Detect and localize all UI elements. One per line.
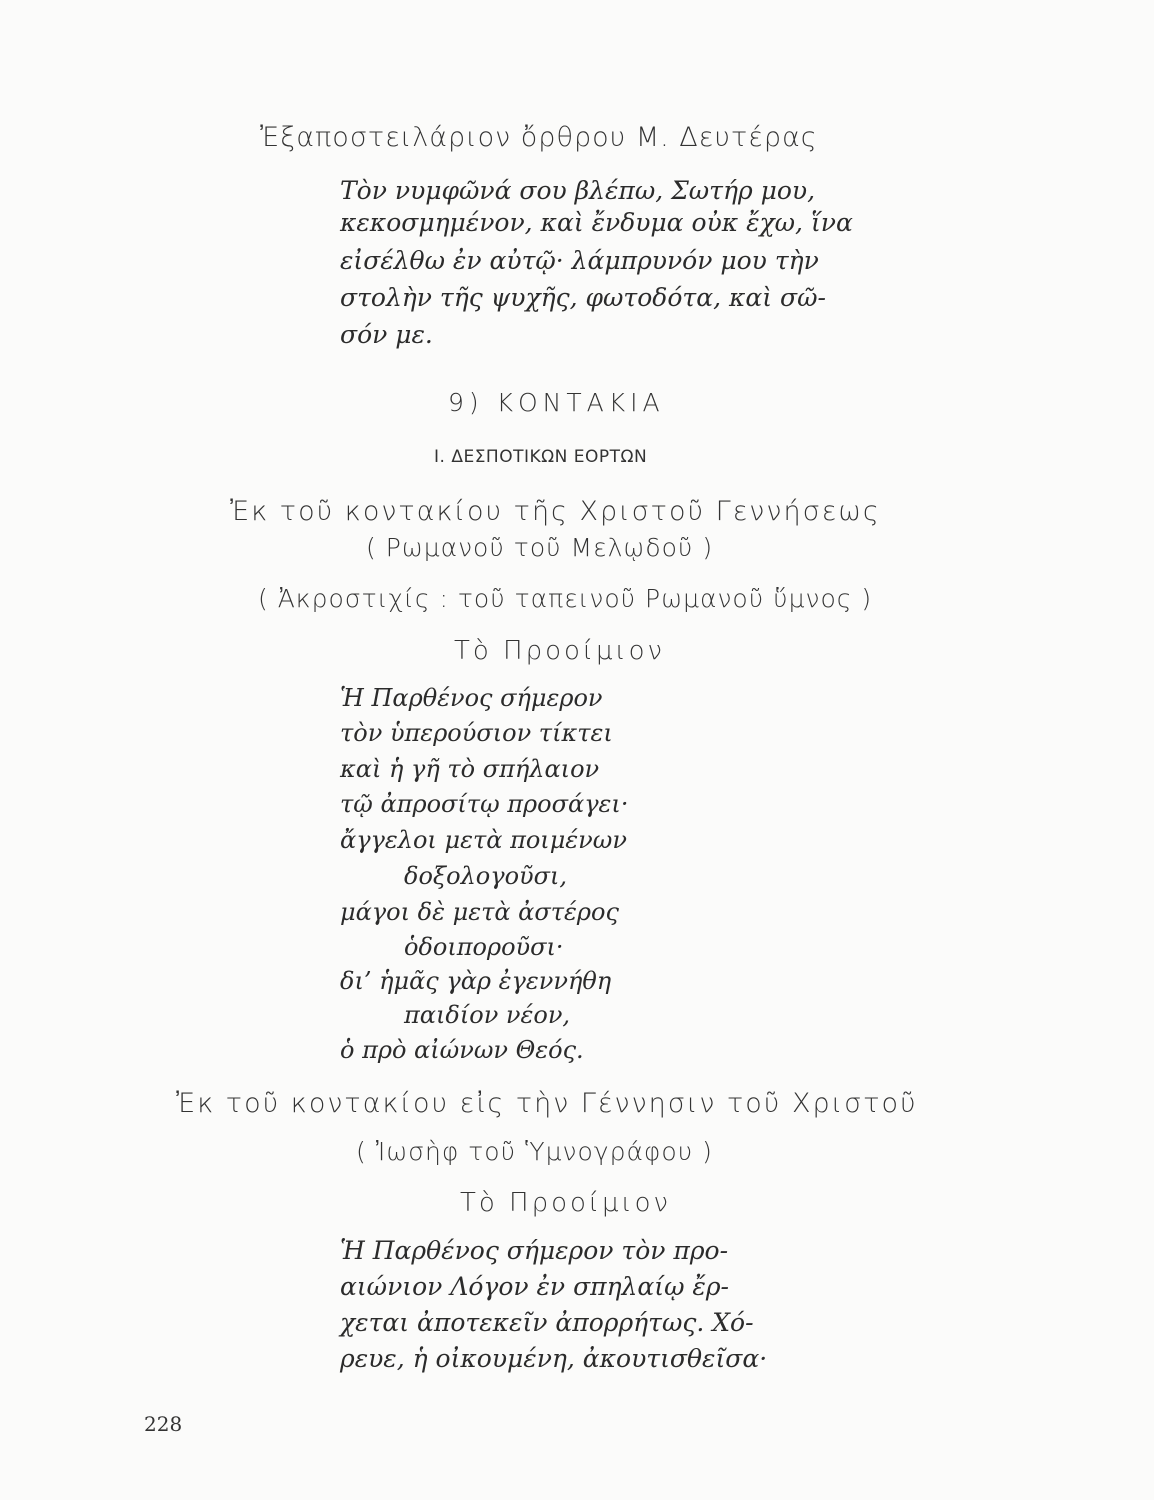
verse-line: δι’ ἡμᾶς γὰρ ἐγεννήθη [340,967,612,995]
chapter-heading: 9) ΚΟΝΤΑΚΙΑ [448,388,665,417]
section3-title: Ἐκ τοῦ κοντακίου εἰς τὴν Γέννησιν τοῦ Χριστοῦ [176,1088,918,1119]
verse-line: χεται ἀποτεκεῖν ἀπορρήτως. Χό- [340,1308,754,1337]
verse-line: στολὴν τῆς ψυχῆς, φωτοδότα, καὶ σῶ- [340,283,826,312]
section3-author: ( Ἰωσὴφ τοῦ Ὑμνογράφου ) [356,1137,713,1166]
verse-line: Ἡ Παρθένος σήμερον [340,684,603,712]
verse-line: αιώνιον Λόγον ἐν σπηλαίῳ ἔρ- [340,1272,729,1301]
section2-acrostic: ( Ἀκροστιχίς : τοῦ ταπεινοῦ Ρωμανοῦ ὕμνος ) [258,584,873,613]
verse-line: κεκοσμημένον, καὶ ἔνδυμα οὐκ ἔχω, ἵνα [340,208,853,237]
verse-line: παιδίον νέον, [404,1001,571,1029]
verse-line: καὶ ἡ γῆ τὸ σπήλαιον [340,755,600,783]
section2-title: Ἐκ τοῦ κοντακίου τῆς Χριστοῦ Γεννήσεως [230,496,881,527]
verse-line: Ἡ Παρθένος σήμερον τὸν προ- [340,1236,729,1265]
verse-line: Τὸν νυμφῶνά σου βλέπω, Σωτήρ μου, [340,176,816,205]
section2-author: ( Ρωμανοῦ τοῦ Μελῳδοῦ ) [366,533,714,562]
verse-line: μάγοι δὲ μετὰ ἀστέρος [340,898,619,926]
verse-line: ὁδοιποροῦσι· [404,933,564,961]
verse-line: ὁ πρὸ αἰώνων Θεός. [340,1036,584,1064]
verse-line: εἰσέλθω ἐν αὐτῷ· λάμπρυνόν μου τὴν [340,246,819,275]
verse-line: σόν με. [340,320,433,349]
verse-line: ρευε, ἡ οἰκουμένη, ἀκουτισθεῖσα· [340,1344,768,1373]
section2-prooimion: Τὸ Προοίμιον [454,636,666,666]
verse-line: τῷ ἀπροσίτῳ προσάγει· [340,790,629,818]
verse-line: τὸν ὑπερούσιον τίκτει [340,719,613,747]
section3-prooimion: Τὸ Προοίμιον [460,1188,672,1218]
subsection-heading: Ι. ΔΕΣΠΟΤΙΚΩΝ ΕΟΡΤΩΝ [434,447,648,467]
verse-line: δοξολογοῦσι, [404,862,568,890]
verse-line: ἄγγελοι μετὰ ποιμένων [340,826,627,854]
page-number: 228 [144,1412,183,1436]
section1-title: Ἐξαποστειλάριον ὄρθρου Μ. Δευτέρας [260,122,818,153]
